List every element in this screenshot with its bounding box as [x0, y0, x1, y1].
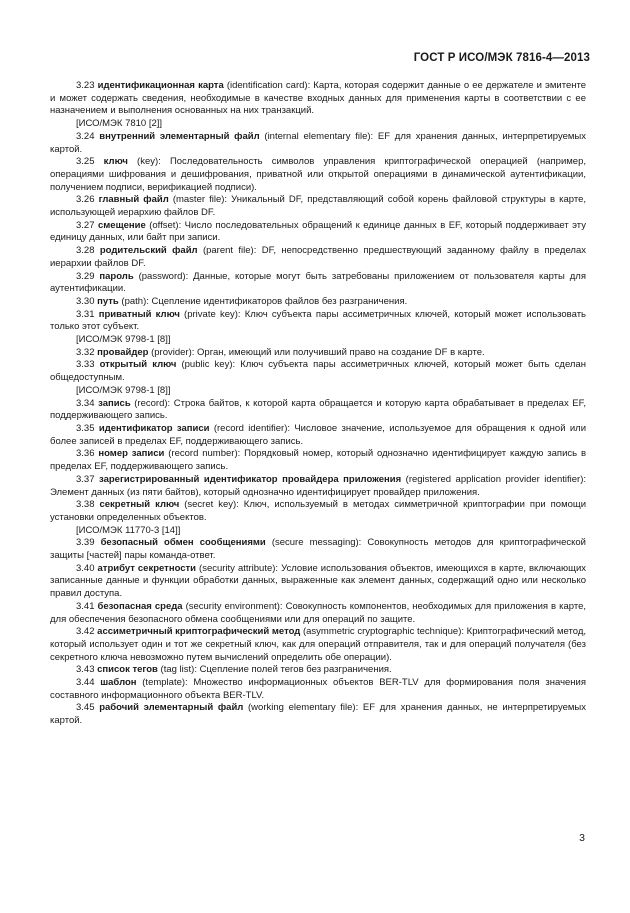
- entry-number: 3.38: [76, 499, 95, 511]
- entry-number: 3.23: [76, 80, 95, 91]
- entry-number: 3.26: [76, 194, 95, 206]
- entry-number: 3.25: [76, 156, 95, 168]
- definition-entry: [50, 271, 586, 296]
- definition-text: (private key): Ключ субъекта пары ассиметричных ключей, который может использовать только этот субъект.: [50, 308, 586, 333]
- reference-citation: [ИСО/МЭК 11770-3 [14]]: [76, 524, 181, 536]
- entry-number: 3.27: [76, 219, 95, 231]
- definition-entry: [50, 702, 586, 727]
- definition-entry: [50, 220, 586, 245]
- definition-text: (tag list): Сцепление полей тегов без разграничения.: [157, 664, 392, 676]
- entry-number: 3.41: [76, 600, 95, 612]
- definition-text: (public key): Ключ субъекта пары ассиметричных ключей, который может быть сделан общедоступным.: [50, 359, 587, 384]
- definition-entry: [50, 347, 586, 360]
- definition-entry: [50, 194, 586, 219]
- definition-text: (parent file): DF, непосредственно предшествующий заданному файлу в пределах иерархии файлов DF.: [50, 245, 586, 269]
- definition-text: (offset): Число последовательных обращений к единице данных в EF, который поддерживает эту единицу данных, или байт при записи.: [50, 219, 587, 244]
- defined-term: ассиметричный криптографический метод: [97, 626, 301, 638]
- entry-number: 3.44: [76, 677, 95, 689]
- reference-citation: [ИСО/МЭК 9798-1 [8]]: [76, 334, 171, 346]
- defined-term: секретный ключ: [99, 499, 180, 511]
- definition-text: (record identifier): Числовое значение, используемое для обращения к одной или более записей в пределах EF, поддерживающего запись.: [50, 422, 587, 447]
- definition-entry: [50, 398, 586, 423]
- entry-number: 3.35: [76, 422, 95, 434]
- entry-number: 3.36: [76, 448, 95, 460]
- definition-entry: [50, 448, 586, 473]
- definition-entry: [50, 131, 586, 156]
- entry-number: 3.45: [76, 702, 95, 714]
- definition-entry: [50, 359, 586, 384]
- defined-term: шаблон: [100, 677, 137, 689]
- defined-term: запись: [98, 397, 131, 409]
- defined-term: приватный ключ: [98, 308, 180, 320]
- definition-text: (template): Множество информационных объектов BER-TLV для формирования поля значения составного информационного объекта BER-TLV.: [50, 677, 586, 701]
- reference-citation: [ИСО/МЭК 7810 [2]]: [76, 118, 163, 130]
- entry-number: 3.37: [76, 473, 95, 485]
- defined-term: идентификатор записи: [98, 422, 210, 434]
- entry-number: 3.30: [76, 295, 95, 307]
- definition-text: (identification card): Карта, которая содержит данные о ее держателе и эмитенте и может содержать сведения, необходимые в качестве входных данных для применения карты в соответствии с ее назначением и выполнения основанных на них транзакций.: [50, 80, 587, 117]
- definition-entry: [50, 601, 586, 626]
- definition-entry: [50, 664, 586, 677]
- entry-number: 3.31: [76, 308, 95, 320]
- defined-term: идентификационная карта: [97, 80, 224, 91]
- definition-entry: [50, 80, 586, 118]
- page-number: 3: [579, 832, 585, 844]
- defined-term: зарегистрированный идентификатор провайдера приложения: [99, 473, 402, 485]
- definition-text: (security environment): Совокупность компонентов, необходимых для приложения в карте, для обеспечения безопасного обмена сообщениями или для операций по защите.: [50, 600, 586, 625]
- definition-entry: [50, 296, 586, 309]
- glossary-body: [50, 80, 586, 728]
- defined-term: список тегов: [97, 664, 158, 676]
- definition-text: (password): Данные, которые могут быть затребованы приложением от пользователя карты для аутентификации.: [50, 270, 586, 295]
- defined-term: родительский файл: [99, 245, 198, 257]
- definition-text: (asymmetric cryptographic technique): Криптографический метод, который использует один и тот же секретный ключ, как для операций отправителя, так и для операций получателя (без секретного ключа невозможно путем вычислений определить обе операции).: [50, 626, 587, 663]
- document-header: ГОСТ Р ИСО/МЭК 7816-4—2013: [413, 52, 590, 64]
- definition-entry: [50, 309, 586, 334]
- definition-text: (provider): Орган, имеющий или получивший право на создание DF в карте.: [148, 346, 485, 358]
- entry-number: 3.28: [76, 245, 95, 257]
- entry-number: 3.32: [76, 346, 95, 358]
- definition-text: (registered application provider identifier): Элемент данных (из пяти байтов), который однозначно идентифицирует провайдер приложения.: [50, 473, 587, 498]
- defined-term: ключ: [103, 156, 128, 168]
- definition-entry: [50, 423, 586, 448]
- definition-text: (record): Строка байтов, к которой карта обращается и которую карта обрабатывает в пределах EF, поддерживающего запись.: [50, 397, 587, 422]
- definition-text: (secret key): Ключ, используемый в методах симметричной криптографии при помощи установки определенных объектов.: [50, 499, 587, 523]
- definition-entry: [50, 626, 586, 664]
- definition-text: (record number): Порядковый номер, который однозначно идентифицирует каждую запись в пределах EF, поддерживающего запись.: [50, 448, 587, 473]
- entry-number: 3.39: [76, 537, 95, 549]
- definition-text: (internal elementary file): EF для хранения данных, интерпретируемых картой.: [50, 130, 586, 155]
- defined-term: безопасный обмен сообщениями: [100, 537, 266, 549]
- defined-term: провайдер: [97, 346, 149, 358]
- definition-text: (security attribute): Условие использования объектов, имеющихся в карте, включающих записанные данные и функции обработки данных, выраженные как элемент данных, содержащий одно или несколько правил доступа.: [50, 562, 587, 600]
- entry-number: 3.24: [76, 130, 95, 142]
- entry-number: 3.29: [76, 270, 95, 282]
- entry-number: 3.33: [76, 359, 95, 371]
- definition-text: (working elementary file): EF для хранения данных, не интерпретируемых картой.: [50, 702, 586, 727]
- entry-number: 3.34: [76, 397, 95, 409]
- definition-text: (path): Сцепление идентификаторов файлов без разграничения.: [118, 295, 408, 307]
- defined-term: главный файл: [98, 194, 169, 206]
- definition-text: (master file): Уникальный DF, представляющий собой корень файловой структуры в карте, использующей иерархию файлов DF.: [50, 194, 587, 219]
- defined-term: рабочий элементарный файл: [99, 702, 244, 714]
- defined-term: путь: [97, 295, 119, 307]
- definition-entry: [50, 563, 586, 601]
- entry-number: 3.42: [76, 626, 95, 638]
- definition-entry: [50, 537, 586, 562]
- defined-term: безопасная среда: [97, 600, 183, 612]
- defined-term: внутренний элементарный файл: [99, 130, 260, 142]
- entry-number: 3.43: [76, 664, 95, 676]
- defined-term: открытый ключ: [99, 359, 177, 371]
- entry-number: 3.40: [76, 562, 95, 574]
- definition-text: (secure messaging): Совокупность методов для криптографической защиты [частей] пары команда-ответ.: [50, 537, 586, 562]
- definition-entry: [50, 156, 586, 194]
- defined-term: атрибут секретности: [97, 562, 197, 574]
- definition-entry: [50, 474, 586, 499]
- definition-entry: [50, 677, 586, 702]
- defined-term: пароль: [99, 270, 134, 282]
- defined-term: смещение: [97, 219, 146, 231]
- definition-entry: [50, 245, 586, 270]
- reference-citation: [ИСО/МЭК 9798-1 [8]]: [76, 384, 171, 396]
- definition-entry: [50, 499, 586, 524]
- definition-text: (key): Последовательность символов управления криптографической операцией (например, операциями шифрования и дешифрования, приватной или открытой операциями в динамической аутентификации, получением подписи, верификацией подписи).: [50, 156, 586, 193]
- defined-term: номер записи: [98, 448, 165, 460]
